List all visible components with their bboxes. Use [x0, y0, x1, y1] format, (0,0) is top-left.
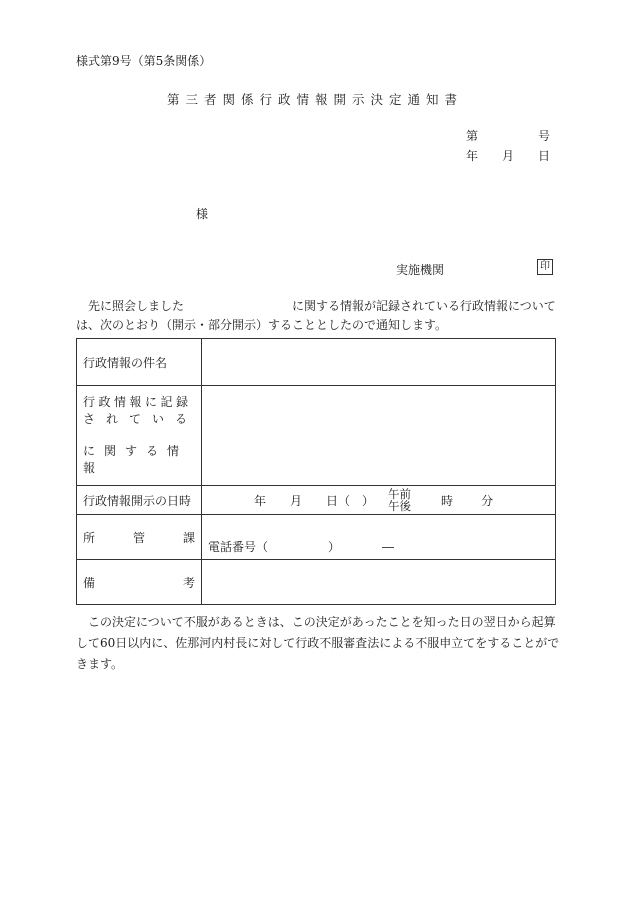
department-label: 所 管 課 [77, 515, 202, 560]
issue-date [466, 147, 550, 164]
phone-number: 電話番号（ ） ― [208, 540, 395, 554]
body-line-1 [76, 297, 556, 314]
table-row [77, 486, 556, 515]
date-day: 日 [537, 149, 550, 163]
remarks-value[interactable] [202, 560, 556, 605]
am-pm-selector: 午前 午後 [388, 487, 412, 513]
disclosure-datetime-label: 行政情報開示の日時 [77, 486, 202, 515]
table-row [77, 339, 556, 386]
body-line-1b: に関する情報が記録されている行政情報について [292, 299, 556, 313]
seal-mark: 印 [537, 259, 553, 275]
table-row [77, 560, 556, 605]
document-title: 第三者関係行政情報開示決定通知書 [166, 92, 463, 107]
table-row [77, 515, 556, 560]
disclosure-datetime-value[interactable]: 年 月 日（ ） 午前 午後 時 分 [202, 486, 556, 515]
addressee: 様 [196, 207, 209, 221]
date-year: 年 [466, 149, 479, 163]
document-number [466, 127, 550, 144]
department-value[interactable] [202, 515, 556, 560]
appeal-notice: この決定について不服があるときは、この決定があったことを知った日の翌日から起算 して60日以内に、佐那河内村長に対して行政不服審査法による不服申立てをすることがで きます。 [76, 615, 560, 671]
subject-value[interactable] [202, 339, 556, 386]
date-month: 月 [501, 149, 514, 163]
form-number: 様式第9号（第5条関係） [76, 54, 212, 68]
number-label-end: 号 [537, 129, 550, 143]
table-row [77, 386, 556, 486]
body-line-2: は、次のとおり（開示・部分開示）することとしたので通知します。 [76, 318, 448, 332]
number-label-start: 第 [466, 129, 479, 143]
subject-label: 行政情報の件名 [77, 339, 202, 386]
remarks-label: 備 考 [77, 560, 202, 605]
recorded-info-value[interactable] [202, 386, 556, 486]
agency-label: 実施機関 [396, 263, 445, 277]
recorded-info-label: 行政情報に記録 されている に関する情報 [77, 386, 202, 486]
body-line-1a: 先に照会しました [88, 299, 185, 313]
details-table [76, 338, 556, 605]
